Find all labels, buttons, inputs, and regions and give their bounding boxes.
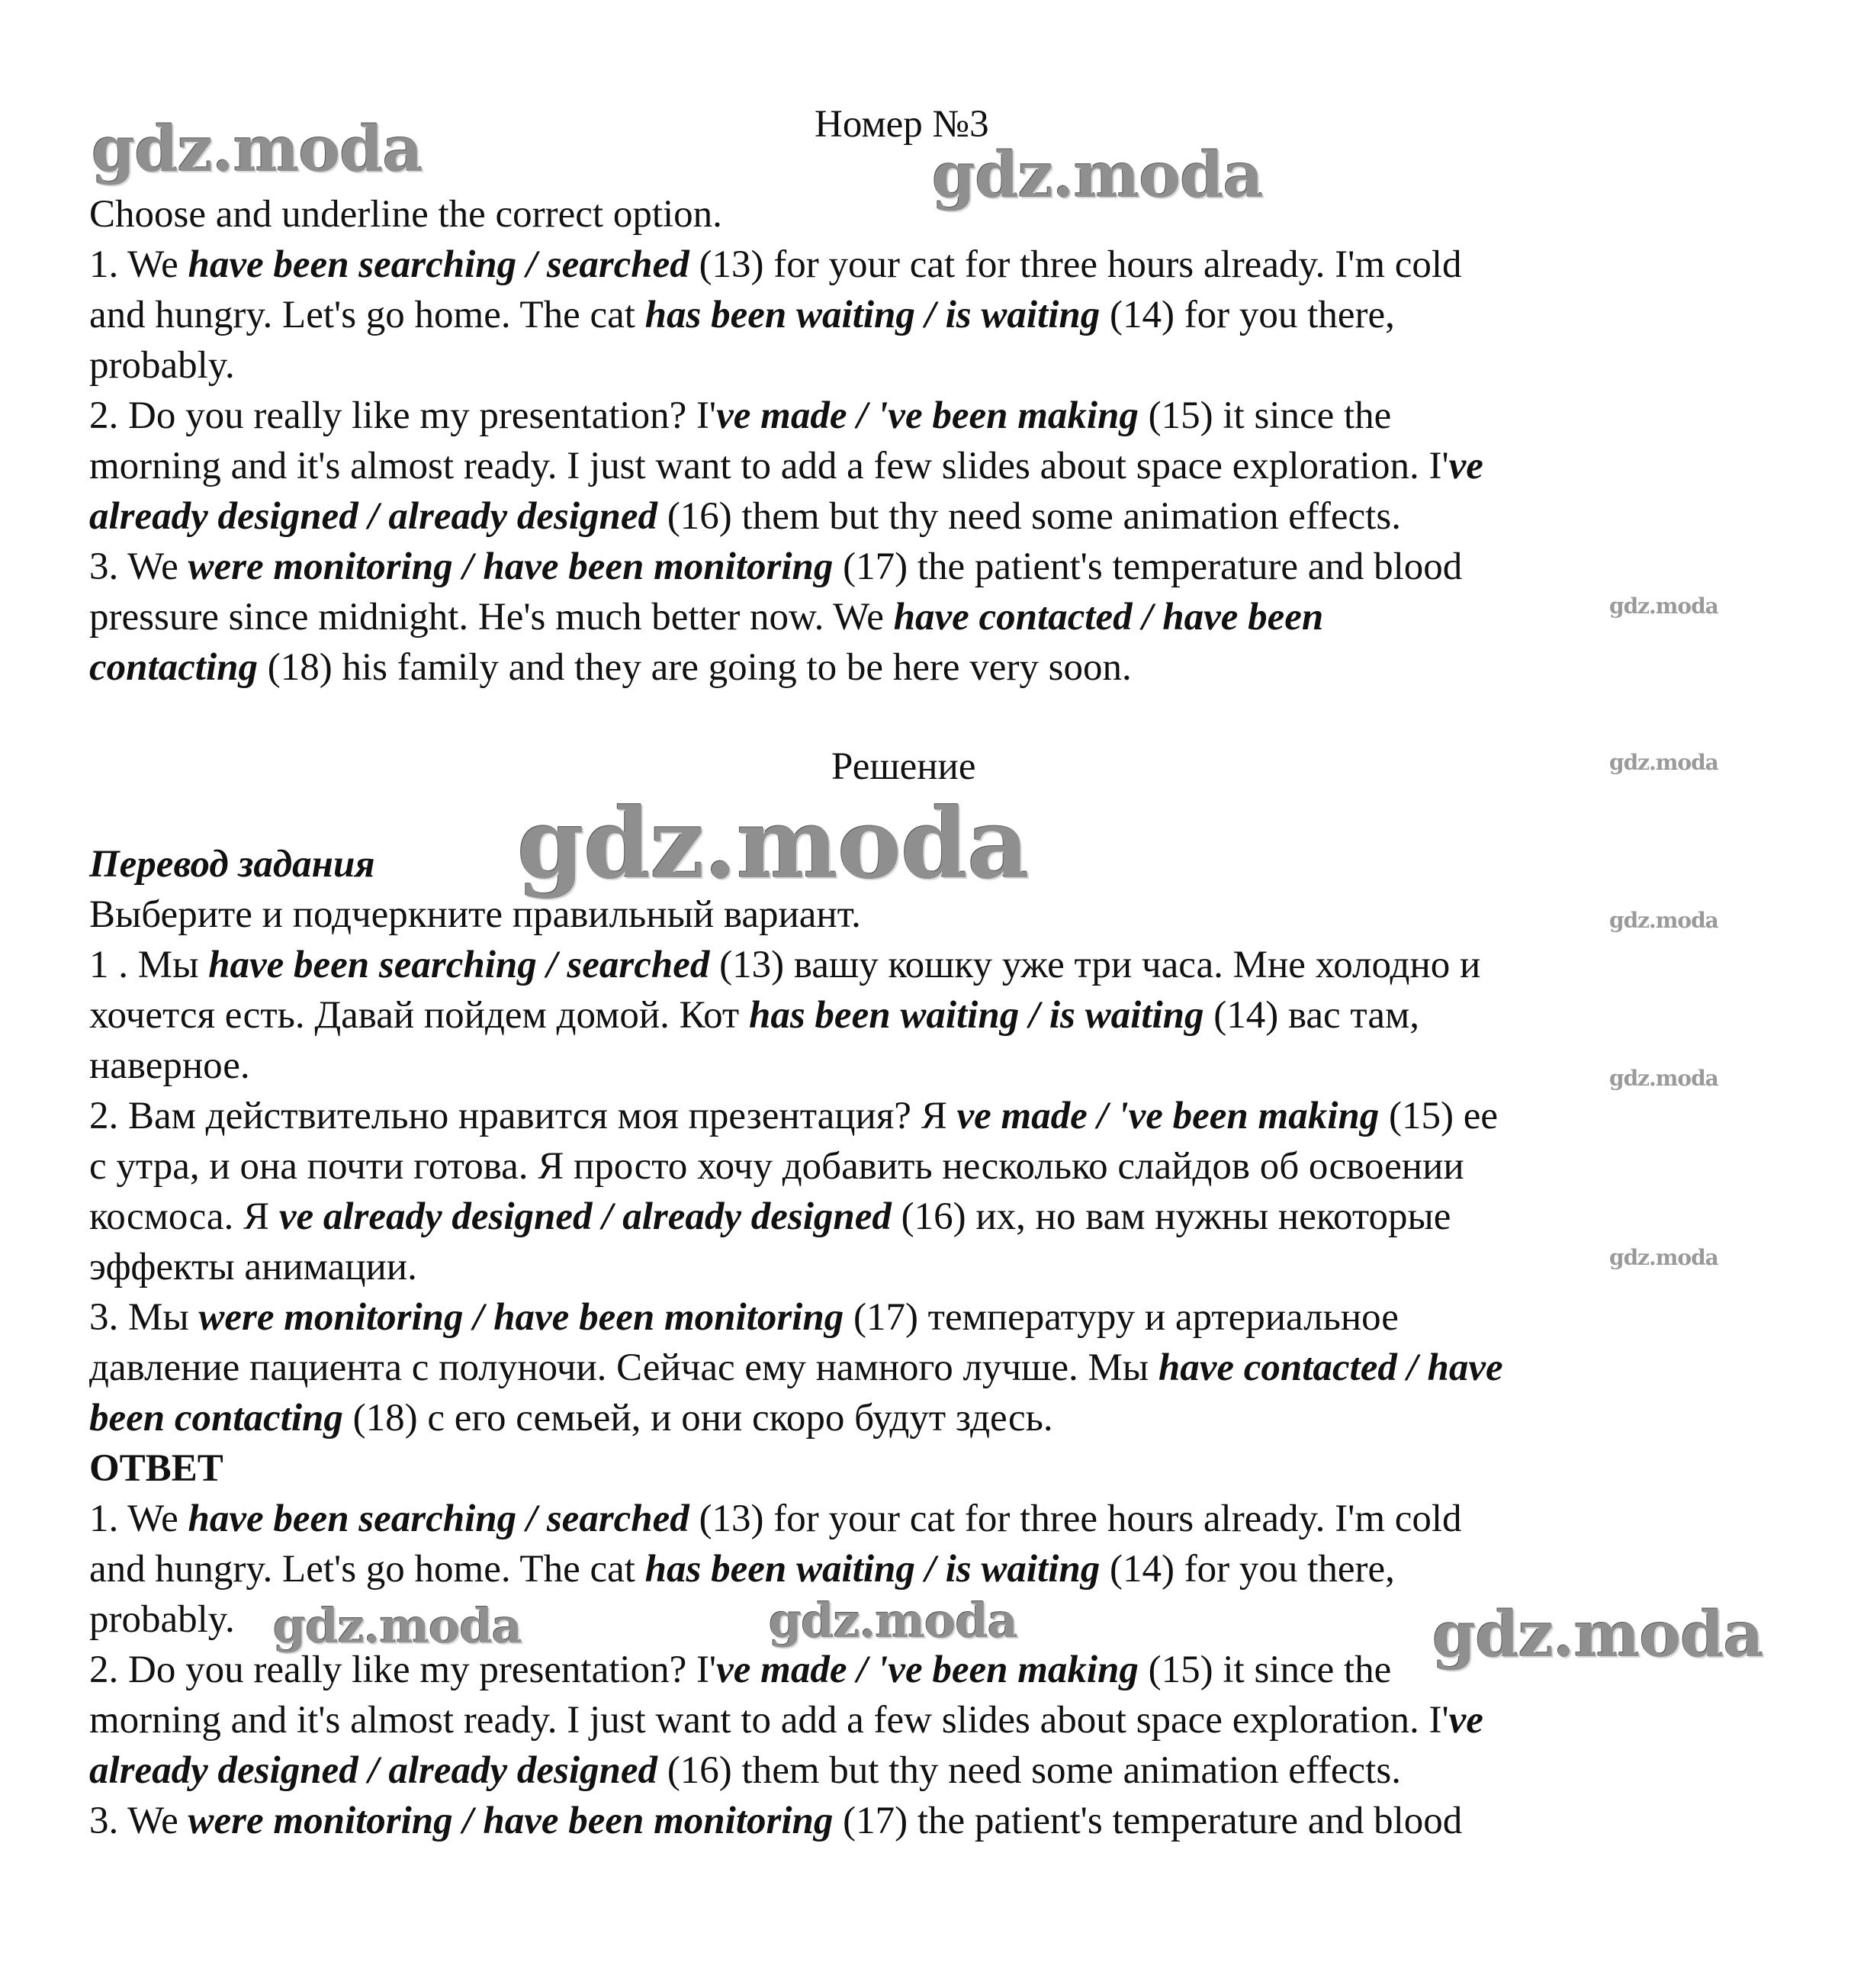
task-line: pressure since midnight. He's much better now. We have contacted / have been	[89, 596, 1324, 639]
watermark-logo: gdz.moda	[932, 139, 1263, 212]
watermark-logo: gdz.moda	[1609, 1066, 1718, 1091]
answer-line: 3. We were monitoring / have been monitoring (17) the patient's temperature and blood	[89, 1800, 1463, 1842]
watermark-logo: gdz.moda	[273, 1598, 522, 1654]
translation-line: космоса. Я ve already designed / already designed (16) их, но вам нужны некоторые	[89, 1195, 1451, 1238]
translation-line: been contacting (18) с его семьей, и они скоро будут здесь.	[89, 1397, 1053, 1440]
watermark-logo: gdz.moda	[1609, 908, 1718, 933]
task-line: already designed / already designed (16) them but thy need some animation effects.	[89, 495, 1401, 538]
translation-line: давление пациента с полуночи. Сейчас ему намного лучше. Мы have contacted / have	[89, 1346, 1503, 1389]
watermark-logo: gdz.moda	[517, 787, 1029, 900]
answer-line: already designed / already designed (16) them but thy need some animation effects.	[89, 1749, 1401, 1792]
watermark-logo: gdz.moda	[1432, 1598, 1763, 1671]
task-line: 3. We were monitoring / have been monitoring (17) the patient's temperature and blood	[89, 545, 1463, 588]
answer-line: morning and it's almost ready. I just want to add a few slides about space exploration. I've	[89, 1699, 1483, 1742]
translation-line: 1 . Мы have been searching / searched (13) вашу кошку уже три часа. Мне холодно и	[89, 944, 1481, 986]
watermark-logo: gdz.moda	[1609, 594, 1718, 619]
translation-line: эффекты анимации.	[89, 1246, 417, 1288]
translation-line: с утра, и она почти готова. Я просто хочу добавить несколько слайдов об освоении	[89, 1145, 1464, 1188]
instruction-text: Choose and underline the correct option.	[89, 193, 722, 236]
watermark-logo: gdz.moda	[1609, 1245, 1718, 1270]
answer-line: probably.	[89, 1598, 235, 1641]
translation-heading: Перевод задания	[89, 843, 375, 886]
task-line: 1. We have been searching / searched (13) for your cat for three hours already. I'm cold	[89, 243, 1462, 286]
watermark-logo: gdz.moda	[769, 1593, 1017, 1649]
task-line: and hungry. Let's go home. The cat has been waiting / is waiting (14) for you there,	[89, 294, 1395, 336]
task-line: 2. Do you really like my presentation? I've made / 've been making (15) it since the	[89, 394, 1392, 437]
solution-title: Решение	[831, 745, 976, 788]
task-line: morning and it's almost ready. I just want to add a few slides about space exploration. I've	[89, 445, 1483, 487]
translation-instruction: Выберите и подчеркните правильный вариант.	[89, 893, 861, 936]
task-line: contacting (18) his family and they are going to be here very soon.	[89, 646, 1132, 689]
answer-line: and hungry. Let's go home. The cat has been waiting / is waiting (14) for you there,	[89, 1548, 1395, 1591]
translation-line: 2. Вам действительно нравится моя презентация? Я ve made / 've been making (15) ее	[89, 1095, 1498, 1137]
translation-line: наверное.	[89, 1044, 250, 1087]
answer-heading: ОТВЕТ	[89, 1447, 223, 1490]
answer-line: 2. Do you really like my presentation? I've made / 've been making (15) it since the	[89, 1649, 1392, 1691]
watermark-logo: gdz.moda	[1609, 750, 1718, 775]
task-line: probably.	[89, 344, 235, 387]
translation-line: хочется есть. Давай пойдем домой. Кот has been waiting / is waiting (14) вас там,	[89, 994, 1419, 1037]
translation-line: 3. Мы were monitoring / have been monitoring (17) температуру и артериальное	[89, 1296, 1399, 1339]
exercise-number-title: Номер №3	[815, 103, 989, 146]
watermark-logo: gdz.moda	[92, 113, 423, 186]
answer-line: 1. We have been searching / searched (13) for your cat for three hours already. I'm cold	[89, 1497, 1462, 1540]
